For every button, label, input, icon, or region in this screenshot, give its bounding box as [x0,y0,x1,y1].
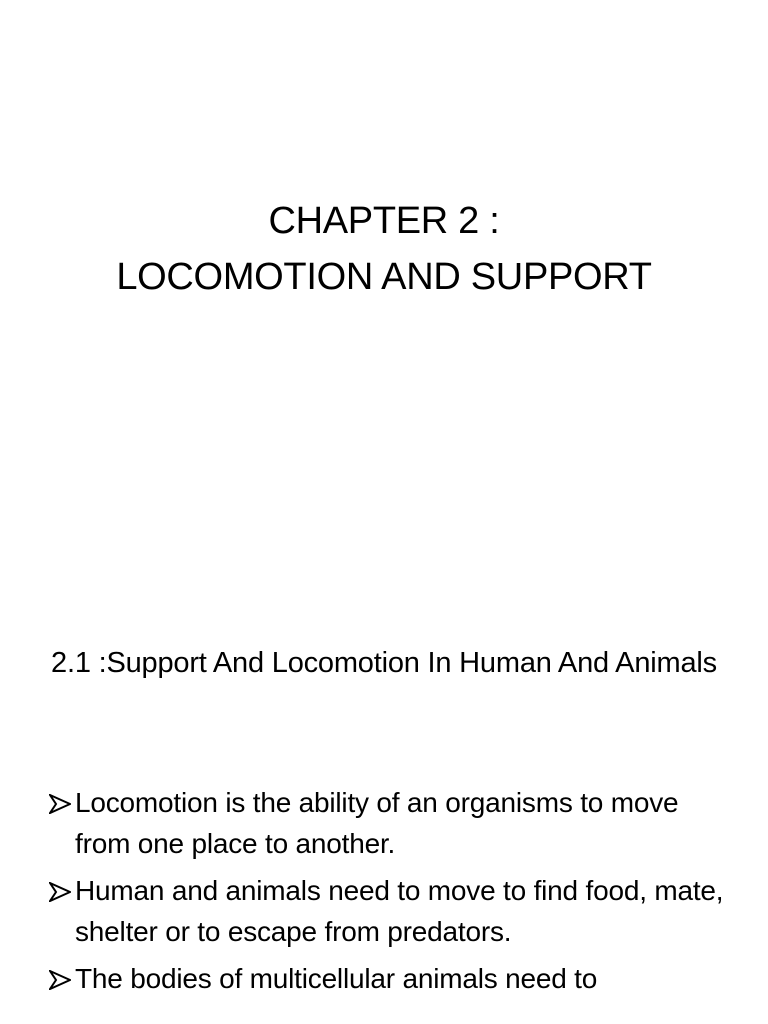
bullet-list [46,782,726,1005]
section-heading: 2.1 :Support And Locomotion In Human And Animals [51,647,717,679]
bullet-text: The bodies of multicellular animals need to [75,963,598,994]
bullet-text: Human and animals need to move to find food, mate, shelter or to escape from predators. [75,875,724,947]
chapter-title [0,193,768,305]
bullet-item-multicellular [46,958,726,999]
arrowhead-bullet-icon [49,794,71,814]
bullet-item-need-to-move [46,870,726,952]
arrowhead-bullet-icon [49,970,71,990]
bullet-text: Locomotion is the ability of an organisms to move from one place to another. [75,787,679,859]
chapter-name: LOCOMOTION AND SUPPORT [116,256,652,298]
bullet-item-locomotion-definition [46,782,726,864]
chapter-number: CHAPTER 2 : [268,200,500,242]
arrowhead-bullet-icon [49,882,71,902]
